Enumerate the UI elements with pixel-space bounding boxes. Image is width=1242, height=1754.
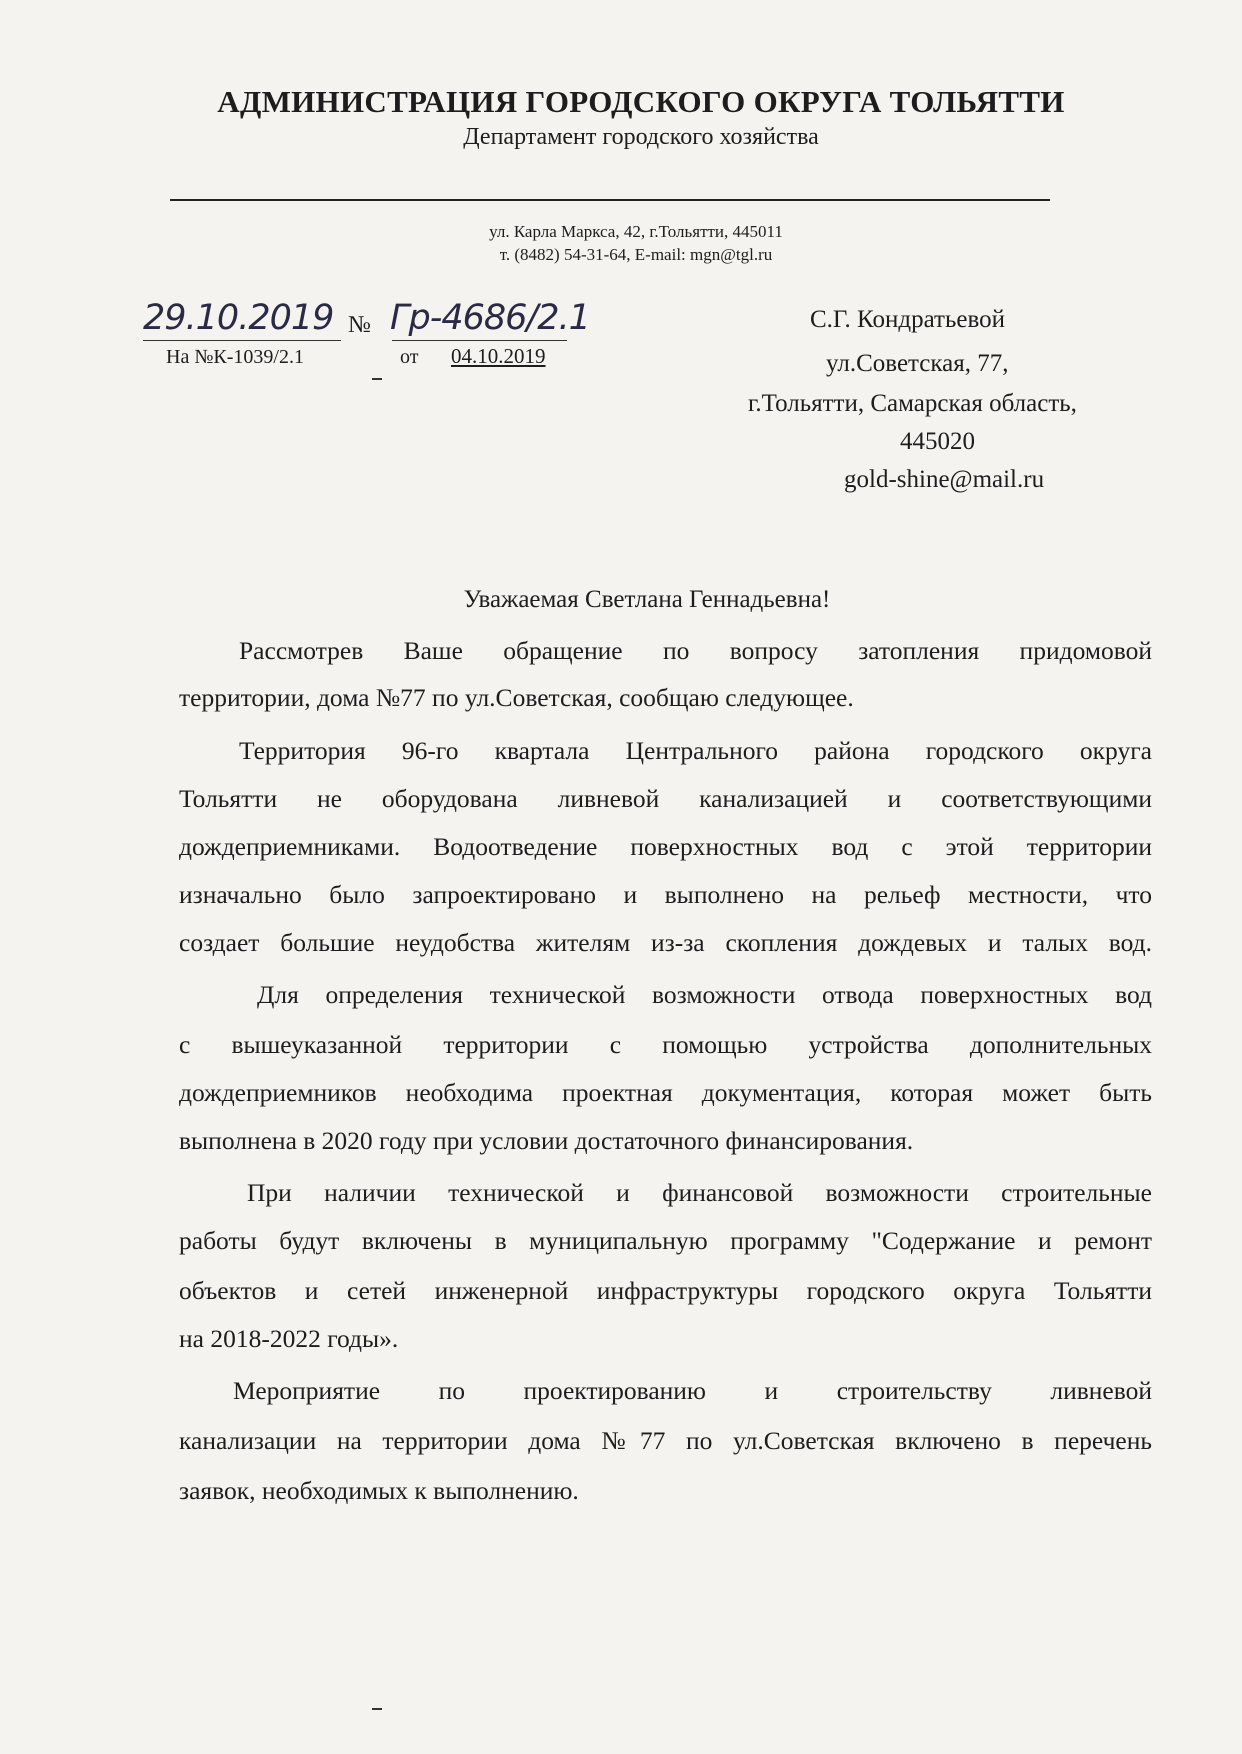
body-line: дождеприемниками. Водоотведение поверхностных вод с этой территории: [179, 832, 1152, 861]
body-line: создает большие неудобства жителям из-за скопления дождевых и талых вод.: [179, 928, 1152, 957]
org-title: АДМИНИСТРАЦИЯ ГОРОДСКОГО ОКРУГА ТОЛЬЯТТИ: [217, 84, 1065, 119]
contact-line: т. (8482) 54-31-64, E-mail: mgn@tgl.ru: [499, 245, 773, 264]
number-underline: [392, 340, 567, 341]
scan-mark: [372, 1708, 382, 1710]
body-line: на 2018-2022 годы».: [179, 1324, 399, 1353]
department-name: Департамент городского хозяйства: [463, 124, 819, 150]
reference-number: На №К-1039/2.1: [166, 346, 304, 368]
body-line: изначально было запроектировано и выполнено на рельеф местности, что: [179, 880, 1152, 909]
recipient-zip: 445020: [900, 428, 975, 455]
address-line: ул. Карла Маркса, 42, г.Тольятти, 445011: [489, 222, 783, 241]
body-line: канализации на территории дома №77 по ул.Советская включено в перечень: [179, 1426, 1152, 1455]
recipient-name: С.Г. Кондратьевой: [810, 306, 1005, 333]
body-line: работы будут включены в муниципальную программу "Содержание и ремонт: [179, 1226, 1152, 1255]
reference-date: 04.10.2019: [451, 344, 546, 368]
recipient-email: gold-shine@mail.ru: [844, 466, 1045, 493]
body-line: территории, дома №77 по ул.Советская, сообщаю следующее.: [179, 683, 854, 712]
body-line: Для определения технической возможности отвода поверхностных вод: [257, 980, 1152, 1009]
reference-ot-label: от: [400, 346, 419, 368]
body-line: Рассмотрев Ваше обращение по вопросу затопления придомовой: [239, 636, 1152, 665]
body-line: Тольятти не оборудована ливневой канализацией и соответствующими: [179, 784, 1152, 813]
body-line: заявок, необходимых к выполнению.: [179, 1476, 579, 1505]
body-line: с вышеуказанной территории с помощью устройства дополнительных: [179, 1030, 1152, 1059]
greeting: Уважаемая Светлана Геннадьевна!: [463, 586, 831, 613]
handwritten-number: Гр-4686/2.1: [390, 298, 590, 338]
recipient-city: г.Тольятти, Самарская область,: [748, 390, 1077, 417]
body-line: объектов и сетей инженерной инфраструктуры городского округа Тольятти: [179, 1276, 1152, 1305]
recipient-street: ул.Советская, 77,: [826, 350, 1009, 377]
body-line: При наличии технической и финансовой возможности строительные: [247, 1178, 1152, 1207]
number-label: №: [348, 312, 371, 338]
date-underline: [143, 340, 341, 341]
body-line: выполнена в 2020 году при условии достаточного финансирования.: [179, 1126, 914, 1155]
body-line: Территория 96-го квартала Центрального района городского округа: [239, 736, 1152, 765]
handwritten-date: 29.10.2019: [143, 298, 334, 338]
header-divider: [170, 199, 1050, 201]
body-line: Мероприятие по проектированию и строительству ливневой: [233, 1376, 1152, 1405]
body-line: дождеприемников необходима проектная документация, которая может быть: [179, 1078, 1152, 1107]
scan-mark: [372, 378, 382, 380]
